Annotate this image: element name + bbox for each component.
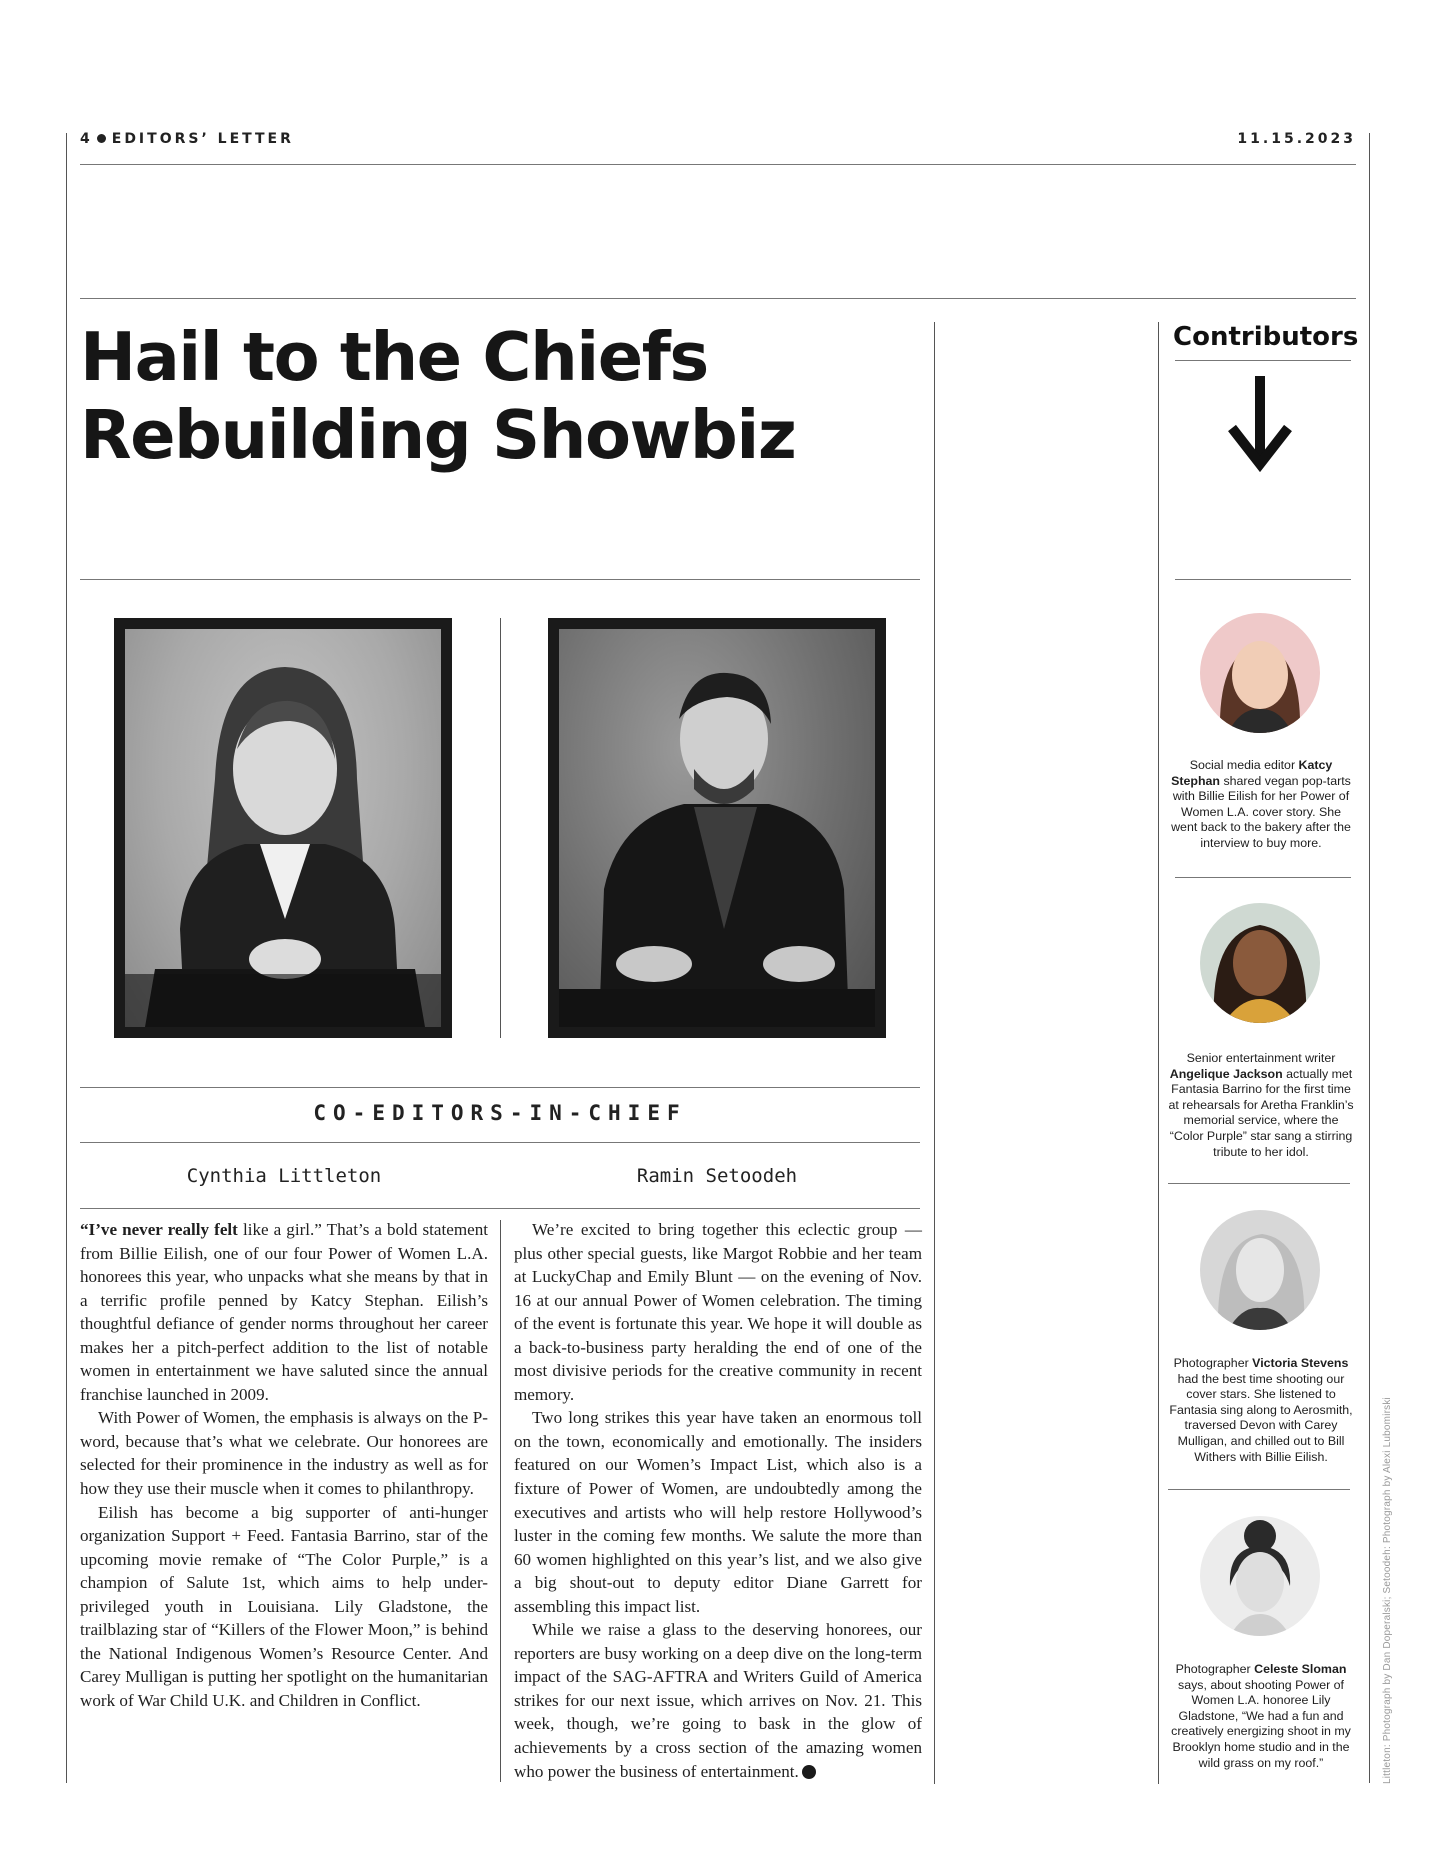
page-right-rule	[1369, 133, 1370, 1783]
headshot-image	[1200, 1516, 1320, 1636]
kicker-bottom-rule	[80, 1142, 920, 1143]
contributors-title-rule	[1175, 360, 1351, 361]
lead-in: “I’ve never really felt	[80, 1220, 238, 1239]
arrow-down-icon	[1228, 376, 1292, 472]
folio-left	[80, 131, 294, 147]
headline	[80, 318, 920, 474]
issue-date: 11.15.2023	[1237, 131, 1356, 147]
photo-ramin-setoodeh	[548, 618, 886, 1038]
contributor-1-rule	[1175, 877, 1351, 878]
bio-role: Senior entertainment writer	[1186, 1051, 1336, 1065]
co-editors-kicker: CO-EDITORS-IN-CHIEF	[313, 1101, 687, 1125]
photo-divider	[500, 618, 501, 1038]
avatar-celeste-sloman	[1200, 1516, 1320, 1636]
contributor-2-rule	[1168, 1183, 1350, 1184]
body-paragraph: Eilish has become a big supporter of anti-hunger organization Support + Feed. Fantasia Barrino, star of the upcoming movie remake of “The Color Purple,” is a champion of Salute 1st, which aims to help under-privileged youth in Louisiana. Lily Gladstone, the trailblazing star of “Killers of the Flower Moon,” is behind the National Indigenous Women’s Resource Center. And Carey Mulligan is putting her spotlight on the humanitarian work of War Child U.K. and Children in Conflict.	[80, 1502, 488, 1710]
folio-rule	[80, 164, 1356, 165]
body-paragraph: Two long strikes this year have taken an enormous toll on the town, economically and emotionally. The insiders featured on our Women’s Impact List, which also is a fixture of Power of Women, are undoubtedly among the executives and artists who will help restore Hollywood’s luster in the coming few months. We salute the more than 60 women highlighted on this year’s list, and we also give a big shout-out to deputy editor Diane Garrett for assembling this impact list.	[514, 1408, 922, 1616]
contributor-name: Victoria Stevens	[1252, 1356, 1349, 1370]
body-column-1	[80, 1218, 488, 1712]
main-sidebar-divider	[934, 322, 935, 1784]
bio-role: Photographer	[1173, 1356, 1253, 1370]
headshot-image	[1200, 613, 1320, 733]
body-column-2	[514, 1218, 922, 1783]
editor-name-right: Ramin Setoodeh	[636, 1165, 798, 1187]
headline-top-rule	[80, 298, 1356, 299]
body-paragraph: With Power of Women, the emphasis is always on the P-word, because that’s what we celebrate. Our honorees are selected for their prominence in the industry as well as for how they use their muscle when it comes to philanthropy.	[80, 1408, 488, 1499]
contributor-bio	[1168, 1356, 1354, 1465]
headline-bottom-rule	[80, 579, 920, 580]
contributor-name: Angelique Jackson	[1169, 1066, 1283, 1081]
section-label: EDITORS’ LETTER	[111, 131, 294, 147]
contributor-3-rule	[1168, 1489, 1350, 1490]
contributor-bio	[1168, 1662, 1354, 1771]
kicker-top-rule	[80, 1087, 920, 1088]
body-paragraph: We’re excited to bring together this eclectic group — plus other special guests, like Margot Robbie and her team at LuckyChap and Emily Blunt — on the evening of Nov. 16 at our annual Power of Women celebration. The timing of the event is fortunate this year. We hope it will double as a back-to-business party heralding the end of one of the most divisive periods for the creative community in recent memory.	[514, 1220, 922, 1404]
portrait-woman-image	[125, 629, 441, 1027]
contributor-name: Katcy Stephan	[1171, 758, 1333, 788]
bio-text: shared vegan pop-tarts with Billie Eilish for her Power of Women L.A. cover story. She went back to the bakery after the interview to buy more.	[1171, 773, 1351, 850]
bio-role: Social media editor	[1189, 758, 1299, 772]
photo-cynthia-littleton	[114, 618, 452, 1038]
variety-v-logo-icon	[802, 1765, 816, 1779]
avatar-victoria-stevens	[1200, 1210, 1320, 1330]
body-paragraph	[514, 1618, 922, 1783]
headshot-image	[1200, 1210, 1320, 1330]
paragraph-text: While we raise a glass to the deserving honorees, our reporters are busy working on a deep dive on the long-term impact of the SAG-AFTRA and Writers Guild of America strikes for our next issue, which arrives on Nov. 21. This week, though, we’re going to bask in the glow of achievements by a cross section of the amazing women who power the business of entertainment.	[514, 1620, 922, 1781]
bio-role: Photographer	[1175, 1662, 1255, 1676]
headline-line-2: Rebuilding Showbiz	[80, 396, 796, 474]
body-column-divider	[500, 1220, 501, 1782]
bio-text: actually met Fantasia Barrino for the first time at rehearsals for Aretha Franklin’s memorial service, where the “Color Purple” star sang a stirring tribute to her idol.	[1168, 1066, 1354, 1159]
contributors-title: Contributors	[1173, 322, 1359, 352]
contributor-name: Celeste Sloman	[1254, 1662, 1347, 1676]
headshot-image	[1200, 903, 1320, 1023]
paragraph-text: like a girl.” That’s a bold statement from Billie Eilish, one of our four Power of Women L.A. honorees this year, who unpacks what she means by that in a terrific profile penned by Katcy Stephan. Eilish’s thoughtful defiance of gender norms throughout her career makes her a pitch-perfect addition to the list of notable women in entertainment we have saluted since the annual franchise launched in 2009.	[80, 1220, 488, 1404]
contributor-bio	[1168, 1051, 1354, 1160]
avatar-angelique-jackson	[1200, 903, 1320, 1023]
bio-text: says, about shooting Power of Women L.A. honoree Lily Gladstone, “We had a fun and creatively energizing shoot in my Brooklyn home studio and in the wild grass on my roof.”	[1171, 1677, 1351, 1770]
contributor-bio	[1168, 758, 1354, 852]
portrait-man-image	[559, 629, 875, 1027]
avatar-katcy-stephan	[1200, 613, 1320, 733]
photo-credit: Littleton: Photograph by Dan Doperalski; Setoodeh: Photograph by Alexi Lubomirski	[1382, 1397, 1393, 1784]
body-paragraph	[80, 1218, 488, 1406]
page-left-rule	[66, 133, 67, 1783]
headline-line-1: Hail to the Chiefs	[80, 318, 708, 396]
names-bottom-rule	[80, 1208, 920, 1209]
sidebar-left-rule	[1158, 322, 1159, 1784]
bullet-dot-icon	[97, 134, 106, 143]
contributors-arrow-rule	[1175, 579, 1351, 580]
editor-name-left: Cynthia Littleton	[186, 1165, 382, 1187]
page-number: 4	[80, 131, 93, 147]
bio-text: had the best time shooting our cover stars. She listened to Fantasia sing along to Aerosmith, traversed Devon with Carey Mulligan, and chilled out to Bill Withers with Billie Eilish.	[1169, 1371, 1353, 1464]
